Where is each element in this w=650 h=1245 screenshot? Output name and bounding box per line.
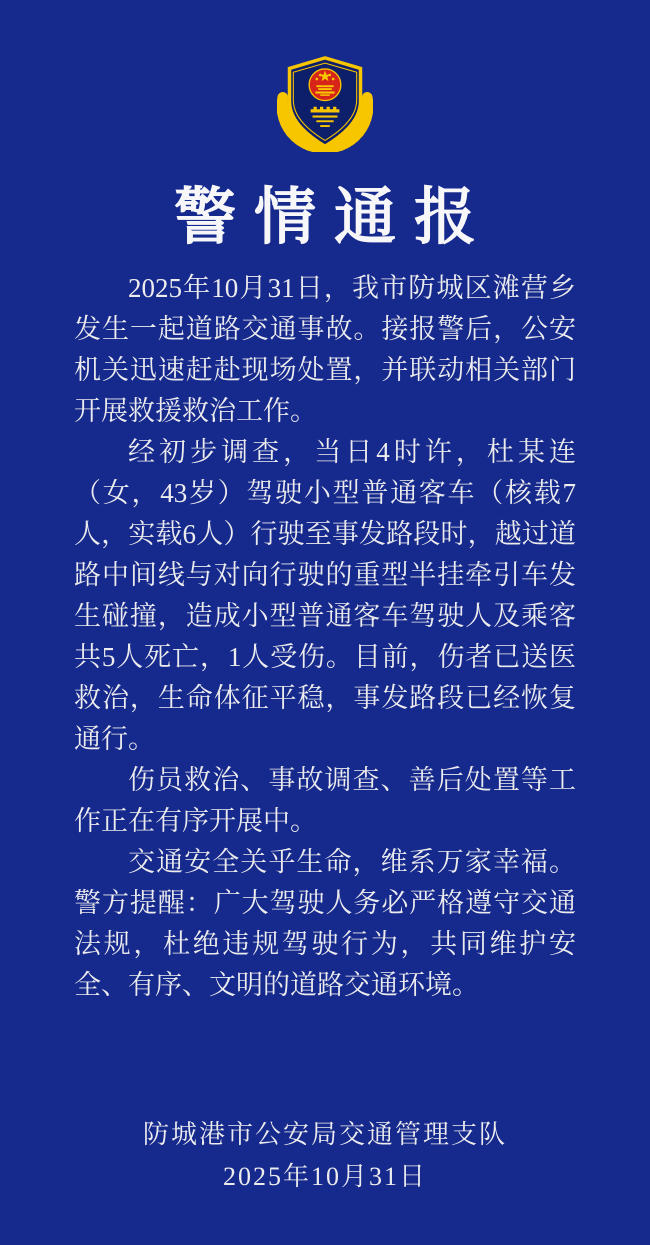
national-emblem-icon (309, 69, 341, 101)
paragraph-incident: 2025年10月31日，我市防城区滩营乡发生一起道路交通事故。接报警后，公安机关迅速赶赴现场处置，并联动相关部门开展救援救治工作。 (74, 273, 576, 426)
notice-title: 警情通报 (173, 184, 494, 252)
police-emblem (277, 54, 373, 152)
signature-block (0, 1114, 650, 1198)
china-police-badge-icon (277, 54, 373, 152)
issuing-authority: 防城港市公安局交通管理支队 (142, 1120, 507, 1149)
paragraph-followup: 伤员救治、事故调查、善后处置等工作正在有序开展中。 (74, 765, 576, 836)
paragraph-reminder: 交通安全关乎生命，维系万家幸福。警方提醒：广大驾驶人务必严格遵守交通法规，杜绝违规驾驶行为，共同维护安全、有序、文明的道路交通环境。 (74, 847, 576, 1000)
notice-body (0, 268, 650, 1006)
issue-date: 2025年10月31日 (222, 1162, 427, 1191)
paragraph-investigation: 经初步调查，当日4时许，杜某连（女，43岁）驾驶小型普通客车（核载7人，实载6人）行驶至事发路段时，越过道路中间线与对向行驶的重型半挂牵引车发生碰撞，造成小型普通客车驾驶人及乘客共5人死亡，1人受伤。目前，伤者已送医救治，生命体征平稳，事发路段已经恢复通行。 (74, 437, 576, 754)
